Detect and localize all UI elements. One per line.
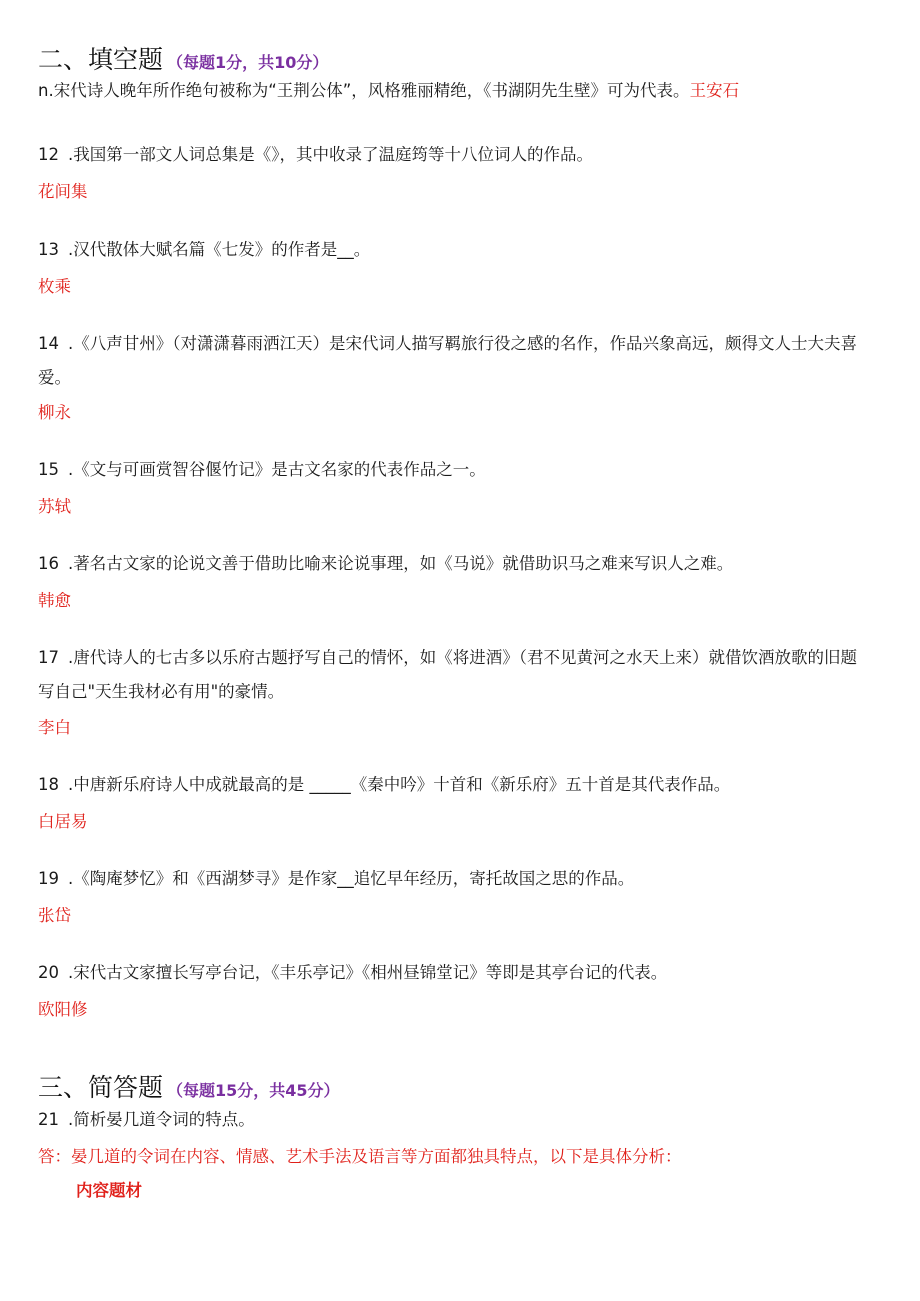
answer-16: 韩愈 [38, 591, 71, 610]
answer-21-subheading: 内容题材 [76, 1181, 142, 1200]
answer-14: 柳永 [38, 403, 71, 422]
answer-15: 苏轼 [38, 497, 71, 516]
question-number: 18 [38, 775, 59, 794]
question-15 [38, 453, 868, 487]
question-number: 14 [38, 334, 59, 353]
section-heading-short-answer [38, 1068, 340, 1104]
section-title: 二、填空题 [38, 45, 164, 74]
question-text: .简析晏几道令词的特点。 [68, 1110, 255, 1129]
question-text: .《八声甘州》（对潇潇暮雨洒江天）是宋代词人描写羁旅行役之感的名作，作品兴象高远，颇得文人士大夫喜爱。 [38, 334, 857, 387]
answer-20: 欧阳修 [38, 1000, 88, 1019]
question-number: 20 [38, 963, 59, 982]
question-number: 15 [38, 460, 59, 479]
answer-17: 李白 [38, 718, 71, 737]
question-16 [38, 547, 868, 581]
answer-13: 枚乘 [38, 277, 71, 296]
question-18 [38, 768, 868, 802]
section-title: 三、简答题 [38, 1073, 164, 1102]
question-12 [38, 138, 868, 172]
question-number: 17 [38, 648, 59, 667]
question-text: .中唐新乐府诗人中成就最高的是 _____《秦中吟》十首和《新乐府》五十首是其代表作品。 [68, 775, 731, 794]
answer-12: 花间集 [38, 182, 88, 201]
section-score-note: （每题1分，共10分） [167, 53, 329, 72]
section-score-note: （每题15分，共45分） [167, 1081, 340, 1100]
question-number: 16 [38, 554, 59, 573]
answer-21-intro: 答：晏几道的令词在内容、情感、艺术手法及语言等方面都独具特点，以下是具体分析： [38, 1147, 682, 1166]
question-text: .著名古文家的论说文善于借助比喻来论说事理，如《马说》就借助识马之难来写识人之难。 [68, 554, 734, 573]
question-11 [38, 74, 868, 108]
question-number: 19 [38, 869, 59, 888]
question-text: .宋代古文家擅长写亭台记，《丰乐亭记》《相州昼锦堂记》等即是其亭台记的代表。 [68, 963, 668, 982]
question-19 [38, 862, 868, 896]
question-14 [38, 327, 868, 395]
answer-text: 王安石 [689, 81, 740, 100]
question-number: 21 [38, 1110, 59, 1129]
question-text: .《陶庵梦忆》和《西湖梦寻》是作家__追忆早年经历，寄托故国之思的作品。 [68, 869, 635, 888]
question-number: 13 [38, 240, 59, 259]
question-text: .汉代散体大赋名篇《七发》的作者是__。 [68, 240, 371, 259]
question-number: 12 [38, 145, 59, 164]
question-text: .我国第一部文人词总集是《》，其中收录了温庭筠等十八位词人的作品。 [68, 145, 593, 164]
question-20 [38, 956, 868, 990]
question-text: n.宋代诗人晚年所作绝句被称为“王荆公体”，风格雅丽精绝，《书湖阴先生壁》可为代表。 [38, 81, 690, 100]
section-heading-fill-in [38, 40, 328, 76]
question-13 [38, 233, 868, 267]
question-text: .《文与可画赏智谷偃竹记》是古文名家的代表作品之一。 [68, 460, 486, 479]
answer-19: 张岱 [38, 906, 71, 925]
question-text: .唐代诗人的七古多以乐府古题抒写自己的情怀，如《将进酒》（君不见黄河之水天上来）就借饮酒放歌的旧题写自己"天生我材必有用"的豪情。 [38, 648, 857, 701]
answer-18: 白居易 [38, 812, 88, 831]
question-17 [38, 641, 868, 709]
question-21 [38, 1103, 868, 1137]
